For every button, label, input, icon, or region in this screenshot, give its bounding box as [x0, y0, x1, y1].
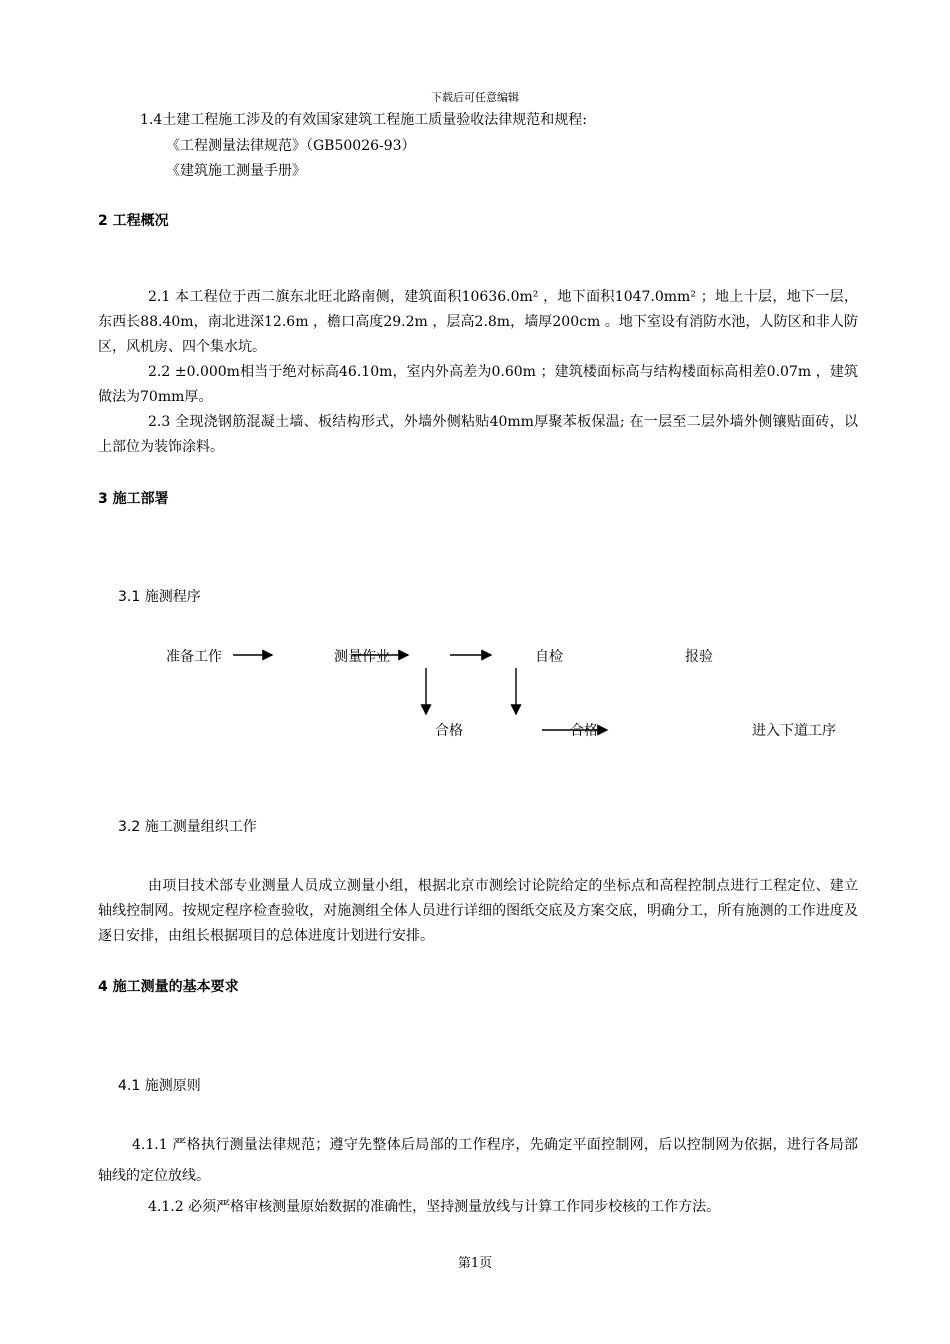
paragraph-2-3: 2.3 全现浇钢筋混凝土墙、板结构形式，外墙外侧粘贴40mm厚聚苯板保温; 在一层至二层外墙外侧镶贴面砖，以上部位为装饰涂料。 — [98, 414, 858, 455]
flow-measure: 测量作业 — [334, 649, 390, 665]
flow-pass-2: 合格 — [570, 723, 598, 739]
flow-prepare: 准备工作 — [166, 649, 222, 665]
paragraph-2-1: 2.1 本工程位于西二旗东北旺北路南侧，建筑面积10636.0m² ，地下面积1047.0mm² ；地上十层，地下一层，东西长88.40m，南北进深12.6m ，檐口高度29.2m ，层高2.8m，墙厚200cm 。地下室设有消防水池，人防区和非人防区，风机房、四个集水坑。 — [98, 289, 858, 355]
page-number: 第1页 — [457, 1256, 493, 1271]
header-note: 下载后可任意编辑 — [431, 91, 519, 104]
paragraph-4-1-1: 4.1.1 严格执行测量法律规范；遵守先整体后局部的工作程序，先确定平面控制网，后以控制网为依据，进行各局部轴线的定位放线。 — [98, 1137, 858, 1184]
paragraph-org: 由项目技术部专业测量人员成立测量小组，根据北京市测绘讨论院给定的坐标点和高程控制点进行工程定位、建立轴线控制网。按规定程序检查验收，对施测组全体人员进行详细的图纸交底及方案交底，明确分工，所有施测的工作进度及逐日安排，由组长根据项目的总体进度计划进行安排。 — [98, 878, 858, 944]
paragraph-2-2: 2.2 ±0.000m相当于绝对标高46.10m，室内外高差为0.60m ；建筑楼面标高与结构楼面标高相差0.07m ，建筑做法为70mm厚。 — [98, 364, 858, 405]
section-4-title: 4 施工测量的基本要求 — [98, 979, 239, 995]
section-4-1-body — [98, 1130, 858, 1223]
section-1-4-heading: 1.4土建工程施工涉及的有效国家建筑工程施工质量验收法律规范和规程: — [140, 112, 587, 128]
flow-next-step: 进入下道工序 — [752, 723, 836, 739]
section-4-1-title: 4.1 施测原则 — [118, 1078, 201, 1094]
flow-report: 报验 — [685, 649, 713, 665]
flow-selfcheck: 自检 — [535, 649, 563, 665]
flow-pass-1: 合格 — [435, 723, 463, 739]
spec-item-1: 《工程测量法律规范》（GB50026-93） — [166, 138, 416, 154]
section-3-title: 3 施工部署 — [98, 491, 169, 507]
section-3-1-title: 3.1 施测程序 — [118, 589, 201, 605]
section-3-2-body — [98, 874, 858, 949]
section-2-title: 2 工程概况 — [98, 213, 169, 229]
paragraph-4-1-2: 4.1.2 必须严格审核测量原始数据的准确性，坚持测量放线与计算工作同步校核的工作方法。 — [148, 1199, 721, 1215]
spec-item-2: 《建筑施工测量手册》 — [166, 163, 306, 179]
section-3-2-title: 3.2 施工测量组织工作 — [118, 819, 257, 835]
